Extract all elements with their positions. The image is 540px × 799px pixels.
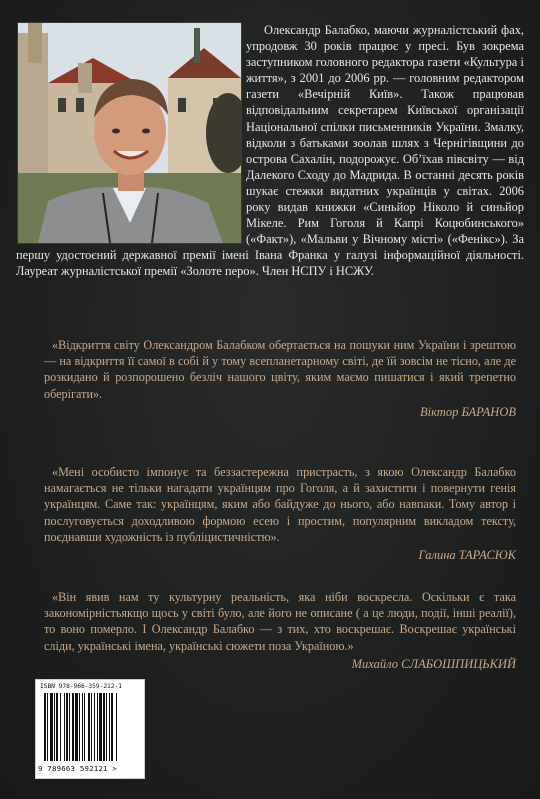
barcode-bar (50, 693, 53, 761)
quote-text: «Відкриття світу Олександром Балабком обертається на пошуки ним України і зрештою — на відкриття її самої в собі й у тому всепланетарному світі, де їй зовсім не тісно, але де розкидано й розпорошено безліч нашого цвіту, яким маємо пишатися і який трепетно оберігати». (44, 338, 516, 401)
barcode-bar (79, 693, 80, 761)
barcode-bar (82, 693, 83, 761)
barcode-bar (54, 693, 55, 761)
quote-author: Галина ТАРАСЮК (418, 548, 516, 563)
barcode-bar (64, 693, 65, 761)
biography-text: Олександр Балабко, маючи журналістський фах, упродовж 30 років працює у пресі. Був зокрема заступником головного редактора газети «Культура і життя», з 2001 до 2006 рр. — головним редактором газети «Вечірній Київ». Також працював відповідальним секретарем Київської організації Національної спілки письменників України. Змалку, відколи з батьками зоолав шлях з Чернігівщини до острова Сахалін, подорожує. Об’їхав півсвіту — від Далекого Сходу до Мадрида. В останні десять років шукає стежки видатних українців у світах. 2006 року видав книжки «Синьйор Ніколо й синьйор Мікеле. Рим Гоголя й Капрі Коцюбинського» («Факт»), «Мальви у Вічному місті» («Фенікс»). За першу удостоєний державної премії імені Івана Франка у галузі інформаційної діяльності. Лауреат журналістської премії «Золоте перо». Член НСПУ і НСЖУ. (16, 23, 524, 279)
quote-author: Михайло СЛАБОШПИЦЬКИЙ (351, 656, 516, 671)
photo-spacer (16, 22, 246, 246)
barcode-bar (75, 693, 78, 761)
isbn-barcode (35, 679, 145, 779)
barcode-bar (103, 693, 105, 761)
quote-text: «Він явив нам ту культурну реальність, яка ніби воскресла. Оскільки є така закономірністьякщо щось у світі було, але його не описане ( а це люди, події, інші реалії), то воно померло. І Олександр Балабко — з тих, хто воскрешає. Воскрешає українські сліди, українські імена, українські сюжети поза Україною.» (44, 590, 516, 653)
barcode-bar (109, 693, 110, 761)
barcode-bar (69, 693, 70, 761)
quote-block-3 (44, 589, 516, 672)
barcode-bar (72, 693, 74, 761)
quote-author: Віктор БАРАНОВ (420, 404, 516, 419)
barcode-bar (44, 693, 46, 761)
author-biography (16, 22, 524, 280)
barcode-bar (56, 693, 58, 761)
barcode-bar (99, 693, 102, 761)
isbn-label: ISBN 978-966-359-212-1 (40, 683, 122, 690)
barcode-bar (84, 693, 85, 761)
barcode-bar (111, 693, 113, 761)
barcode-bar (91, 693, 92, 761)
barcode-bars (42, 693, 138, 763)
quote-block-2 (44, 464, 516, 563)
barcode-bar (106, 693, 107, 761)
barcode-bar (116, 693, 117, 761)
barcode-bar (97, 693, 98, 761)
quote-text: «Мені особисто імпонує та беззастережна пристрасть, з якою Олександр Балабко намагається не тільки нагадати українцям про Гоголя, а й захистити і повернути генія українцям. Саме так: українцям, яким або байдуже до нього, або навпаки. Тому автор і послуговується доходливою формою есею і простим, популярним викладом тексту, поєднавши художність із публіцистичністю». (44, 465, 516, 544)
barcode-bar (66, 693, 68, 761)
barcode-bar (88, 693, 90, 761)
barcode-digits: 9 789663 592121 > (38, 764, 118, 773)
quote-block-1 (44, 337, 516, 420)
barcode-bar (47, 693, 48, 761)
barcode-bar (60, 693, 61, 761)
barcode-bar (94, 693, 95, 761)
